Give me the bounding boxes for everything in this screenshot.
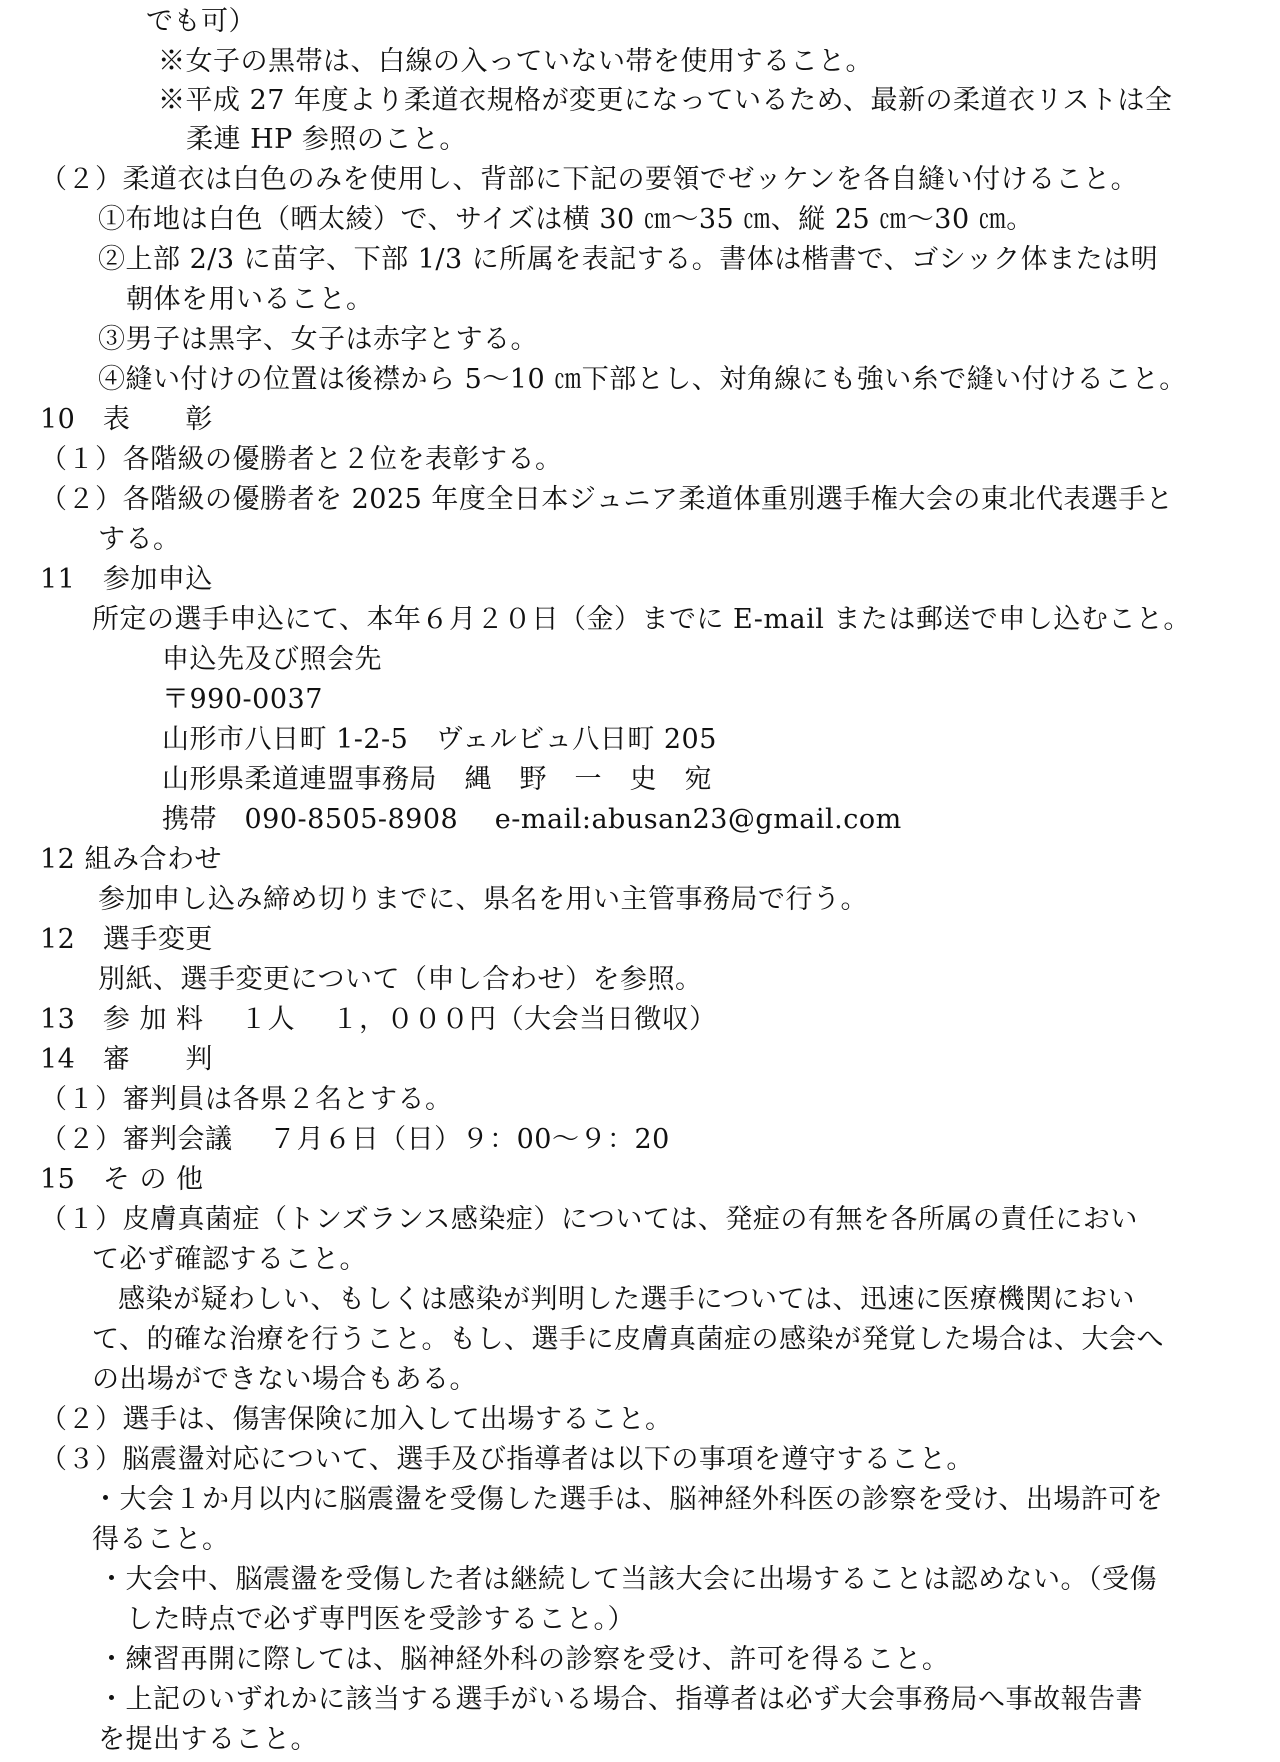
bullet-item-continued: した時点で必ず専門医を受診すること。） xyxy=(126,1604,635,1635)
section-heading: 15 そ の 他 xyxy=(40,1164,204,1195)
paragraph-line: 所定の選手申込にて、本年６月２０日（金）までに E-mail または郵送で申し込むこと。 xyxy=(92,604,1191,635)
bullet-item-continued: を提出すること。 xyxy=(98,1724,318,1755)
note-line: ※平成 27 年度より柔道衣規格が変更になっているため、最新の柔道衣リストは全 xyxy=(158,85,1173,116)
subsection-item: （２）各階級の優勝者を 2025 年度全日本ジュニア柔道体重別選手権大会の東北代表選手と xyxy=(40,484,1174,515)
bullet-item: ・練習再開に際しては、脳神経外科の診察を受け、許可を得ること。 xyxy=(98,1644,950,1675)
bullet-item: ・上記のいずれかに該当する選手がいる場合、指導者は必ず大会事務局へ事故報告書 xyxy=(98,1684,1143,1715)
subsection-item-continued: する。 xyxy=(98,524,181,555)
bullet-item-continued: 得ること。 xyxy=(92,1524,230,1555)
list-item: ①布地は白色（晒太綾）で、サイズは横 30 ㎝～35 ㎝、縦 25 ㎝～30 ㎝。 xyxy=(98,204,1034,235)
subsection-item: （１）皮膚真菌症（トンズランス感染症）については、発症の有無を各所属の責任におい xyxy=(40,1204,1138,1235)
section-heading: 12 選手変更 xyxy=(40,924,213,955)
subsection-item: （１）審判員は各県２名とする。 xyxy=(40,1084,453,1115)
section-heading: 13 参 加 料 １人 １，０００円（大会当日徴収） xyxy=(40,1004,717,1035)
phone-email-line: 携帯 090-8505-8908 e-mail:abusan23@gmail.com xyxy=(162,804,902,835)
bullet-item: ・大会１か月以内に脳震盪を受傷した選手は、脳神経外科医の診察を受け、出場許可を xyxy=(92,1484,1164,1515)
subsection-item-continued: て必ず確認すること。 xyxy=(92,1244,367,1275)
note-line: ※女子の黒帯は、白線の入っていない帯を使用すること。 xyxy=(158,46,873,77)
paragraph-line: 別紙、選手変更について（申し合わせ）を参照。 xyxy=(98,964,703,995)
section-heading: 10 表 彰 xyxy=(40,404,213,435)
paragraph-line: 参加申し込み締め切りまでに、県名を用い主管事務局で行う。 xyxy=(98,884,868,915)
subsection-item: （２）審判会議 ７月６日（日）９：00～９：20 xyxy=(40,1124,670,1155)
section-heading: 11 参加申込 xyxy=(40,564,213,595)
bullet-item: ・大会中、脳震盪を受傷した者は継続して当該大会に出場することは認めない。（受傷 xyxy=(98,1564,1157,1595)
paragraph-line: 感染が疑わしい、もしくは感染が判明した選手については、迅速に医療機関におい xyxy=(118,1284,1135,1315)
subsection-item: （３）脳震盪対応について、選手及び指導者は以下の事項を遵守すること。 xyxy=(40,1444,974,1475)
paragraph-line: て、的確な治療を行うこと。もし、選手に皮膚真菌症の感染が発覚した場合は、大会へ xyxy=(92,1324,1164,1355)
subsection-item: （２）柔道衣は白色のみを使用し、背部に下記の要領でゼッケンを各自縫い付けること。 xyxy=(40,164,1139,195)
address-line: 山形市八日町 1-2-5 ヴェルビュ八日町 205 xyxy=(162,724,717,755)
note-line-continued: 柔連 HP 参照のこと。 xyxy=(186,124,467,155)
recipient-line: 山形県柔道連盟事務局 縄 野 一 史 宛 xyxy=(162,764,712,795)
list-item-continued: 朝体を用いること。 xyxy=(126,284,374,315)
list-item: ③男子は黒字、女子は赤字とする。 xyxy=(98,324,538,355)
section-heading: 12 組み合わせ xyxy=(40,844,222,875)
paragraph-line: の出場ができない場合もある。 xyxy=(92,1364,477,1395)
doc-line: でも可） xyxy=(146,6,256,37)
section-heading: 14 審 判 xyxy=(40,1044,213,1075)
postal-code: 〒990-0037 xyxy=(162,684,323,715)
subsection-item: （２）選手は、傷害保険に加入して出場すること。 xyxy=(40,1404,673,1435)
list-item: ④縫い付けの位置は後襟から 5～10 ㎝下部とし、対角線にも強い糸で縫い付けること。 xyxy=(98,364,1187,395)
subsection-item: （１）各階級の優勝者と２位を表彰する。 xyxy=(40,444,563,475)
contact-line: 申込先及び照会先 xyxy=(162,644,382,675)
list-item: ②上部 2/3 に苗字、下部 1/3 に所属を表記する。書体は楷書で、ゴシック体または明 xyxy=(98,244,1159,275)
